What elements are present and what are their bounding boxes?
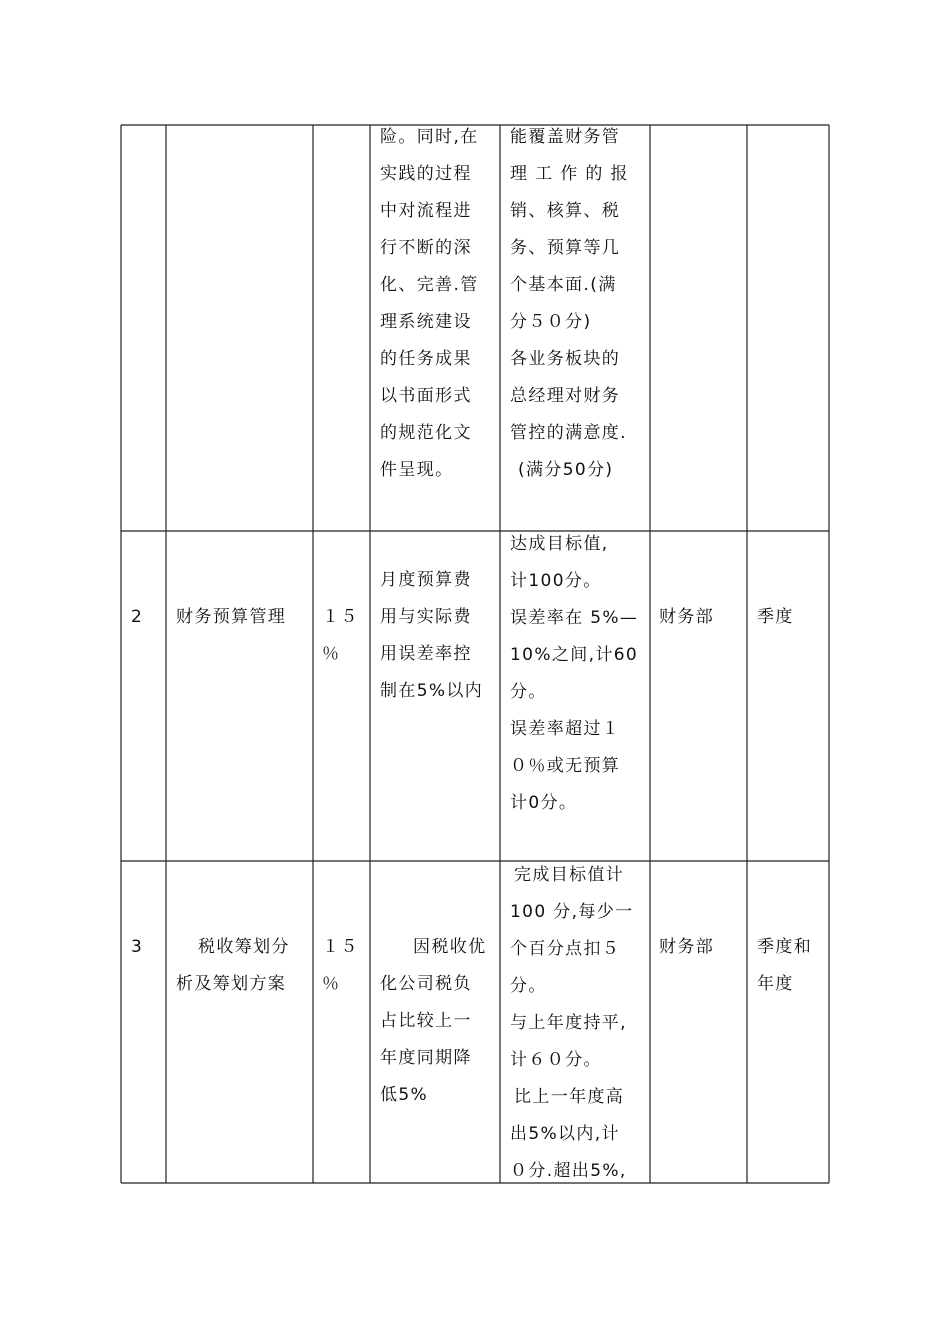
criteria-line: 年度同期降 <box>380 1048 472 1068</box>
scoring-line: 计0分。 <box>510 793 578 813</box>
scoring-line: 理 工 作 的 报 <box>510 164 629 184</box>
row-3-seq: 3 <box>131 937 144 957</box>
row-3-scoring <box>510 857 634 1190</box>
row-2-item: 财务预算管理 <box>176 607 287 627</box>
criteria-line: 以书面形式 <box>380 386 472 406</box>
scoring-line: ０％或无预算 <box>510 756 621 776</box>
scoring-line: (满分50分) <box>518 460 614 480</box>
scoring-line: 销、核算、税 <box>510 201 621 221</box>
scoring-line: 计６０分。 <box>510 1050 602 1070</box>
row-3-item <box>176 929 290 1003</box>
weight-line: １５ <box>322 937 359 957</box>
row-2-scoring <box>510 526 638 822</box>
row-3-period <box>757 929 812 1003</box>
criteria-line: 月度预算费 <box>380 570 472 590</box>
criteria-line: 中对流程进 <box>380 201 472 221</box>
scoring-line: 达成目标值, <box>510 534 609 554</box>
period-line: 年度 <box>757 974 794 994</box>
scoring-line: 误差率在 5%— <box>510 608 639 628</box>
criteria-line: 行不断的深 <box>380 238 472 258</box>
criteria-line: 化公司税负 <box>380 974 472 994</box>
item-line: 析及筹划方案 <box>176 974 287 994</box>
criteria-line: 的任务成果 <box>380 349 472 369</box>
weight-line: ％ <box>322 974 341 994</box>
scoring-line: 分５０分) <box>510 312 592 332</box>
row-continued-criteria <box>380 119 479 489</box>
scoring-line: 总经理对财务 <box>510 386 621 406</box>
criteria-line: 化、完善.管 <box>380 275 479 295</box>
scoring-line: 能覆盖财务管 <box>510 127 621 147</box>
scoring-line: 比上一年度高 <box>514 1087 625 1107</box>
row-3-dept: 财务部 <box>659 937 715 957</box>
criteria-line: 件呈现。 <box>380 460 454 480</box>
scoring-line: 分。 <box>510 976 547 996</box>
scoring-line: 误差率超过１ <box>510 719 621 739</box>
row-2-period: 季度 <box>757 607 794 627</box>
scoring-line: 分。 <box>510 682 547 702</box>
scoring-line: 完成目标值计 <box>514 865 625 885</box>
row-2-weight <box>322 599 359 673</box>
scoring-line: 务、预算等几 <box>510 238 621 258</box>
scoring-line: 10%之间,计60 <box>510 645 639 665</box>
criteria-line: 制在5%以内 <box>380 681 484 701</box>
criteria-line: 用误差率控 <box>380 644 472 664</box>
row-2-criteria <box>380 562 483 710</box>
row-3-criteria <box>380 929 486 1114</box>
scoring-line: 出5%以内,计 <box>510 1124 620 1144</box>
criteria-line: 因税收优 <box>413 937 487 957</box>
scoring-line: ０分.超出5%, <box>510 1161 627 1181</box>
criteria-line: 险。同时,在 <box>380 127 479 147</box>
criteria-line: 低5% <box>380 1085 429 1105</box>
period-line: 季度和 <box>757 937 813 957</box>
criteria-line: 占比较上一 <box>380 1011 472 1031</box>
scoring-line: 各业务板块的 <box>510 349 621 369</box>
weight-line: ％ <box>322 644 341 664</box>
criteria-line: 的规范化文 <box>380 423 472 443</box>
row-3-weight <box>322 929 359 1003</box>
row-2-dept: 财务部 <box>659 607 715 627</box>
scoring-line: 个百分点扣５ <box>510 939 621 959</box>
criteria-line: 实践的过程 <box>380 164 472 184</box>
row-2-seq: 2 <box>131 607 144 627</box>
scoring-line: 个基本面.(满 <box>510 275 617 295</box>
criteria-line: 用与实际费 <box>380 607 472 627</box>
row-continued-scoring <box>510 119 629 489</box>
scoring-line: 与上年度持平, <box>510 1013 627 1033</box>
criteria-line: 理系统建设 <box>380 312 472 332</box>
scoring-line: 计100分。 <box>510 571 602 591</box>
scoring-line: 管控的满意度. <box>510 423 627 443</box>
item-line: 税收筹划分 <box>198 937 290 957</box>
weight-line: １５ <box>322 607 359 627</box>
scoring-line: 100 分,每少一 <box>510 902 634 922</box>
